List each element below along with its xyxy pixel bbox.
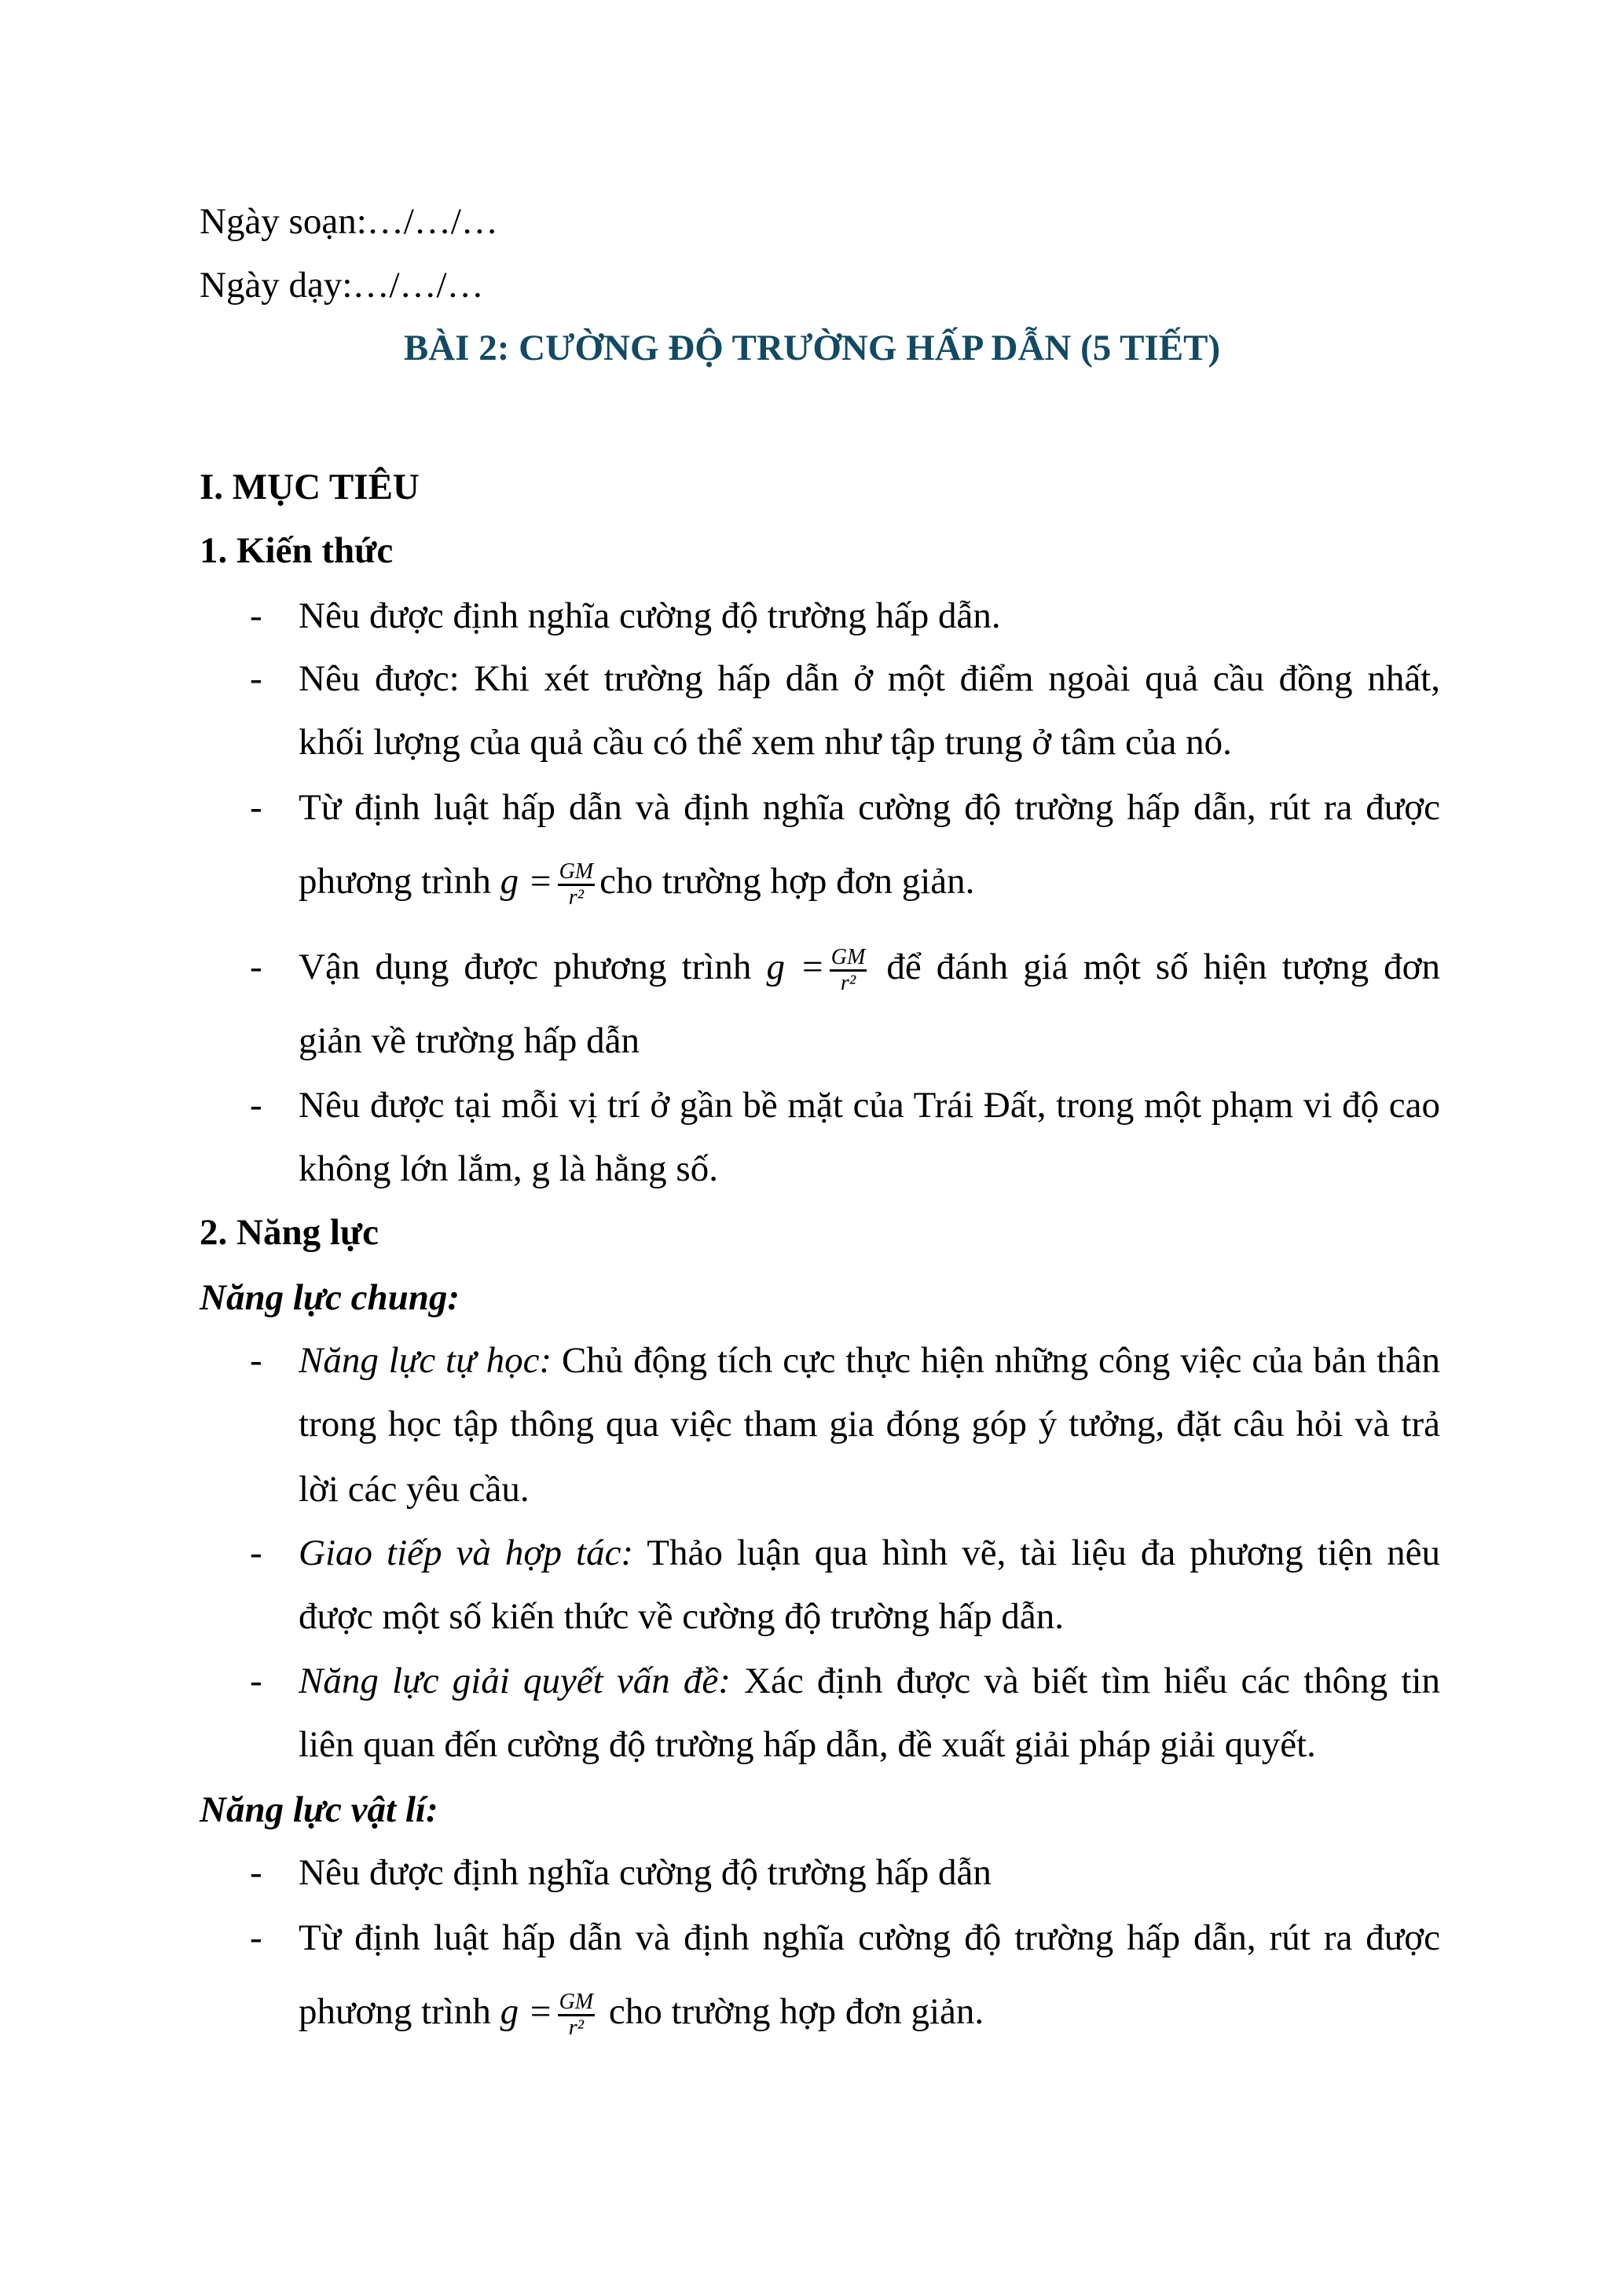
section-heading-objectives: I. MỤC TIÊU [200,467,420,507]
subheading-knowledge: 1. Kiến thức [200,530,394,571]
general-item-3-line-1 [299,1649,1440,1713]
physics-competence-heading: Năng lực vật lí: [200,1789,438,1830]
knowledge-item-3-line-1: Từ định luật hấp dẫn và định nghĩa cường độ trường hấp dẫn, rút ra được [299,787,1440,828]
bullet-dash: - [250,1340,262,1381]
bullet-dash: - [250,787,262,828]
bullet-dash: - [250,1917,262,1958]
general-item-3-line-2: liên quan đến cường độ trường hấp dẫn, đề xuất giải pháp giải quyết. [299,1724,1316,1765]
text: Xác định được và biết tìm hiểu các thông tin [730,1661,1440,1701]
text: để đánh giá một số hiện tượng đơn [886,947,1441,987]
text: phương trình [299,1991,491,2032]
formula-lhs: g = [766,947,825,987]
teach-date: Ngày dạy:…/…/… [200,265,484,306]
text: cho trường hợp đơn giản. [608,1991,984,2032]
general-item-1-line-2: trong học tập thông qua việc tham gia đóng góp ý tưởng, đặt câu hỏi và trả [299,1404,1440,1445]
bullet-dash: - [250,658,262,699]
bullet-dash: - [250,595,262,636]
lesson-title: BÀI 2: CƯỜNG ĐỘ TRƯỜNG HẤP DẪN (5 TIẾT) [403,328,1221,368]
knowledge-item-4-line-2: giản về trường hấp dẫn [299,1020,640,1061]
formula-numerator: GM [830,946,867,972]
general-item-1-line-1 [299,1328,1440,1393]
knowledge-item-5-line-1: Nêu được tại mỗi vị trí ở gần bề mặt của Trái Đất, trong một phạm vi độ cao [299,1085,1440,1126]
formula-numerator: GM [558,1990,596,2016]
knowledge-item-2-line-1: Nêu được: Khi xét trường hấp dẫn ở một điểm ngoài quả cầu đồng nhất, [299,658,1440,699]
knowledge-item-1: Nêu được định nghĩa cường độ trường hấp dẫn. [299,595,1001,636]
bullet-dash: - [250,1661,262,1701]
subheading-competence: 2. Năng lực [200,1212,379,1253]
formula-denominator: r² [568,884,584,910]
text: Thảo luận qua hình vẽ, tài liệu đa phương tiện nêu [633,1532,1440,1573]
knowledge-item-2-line-2: khối lượng của quả cầu có thể xem như tập trung ở tâm của nó. [299,722,1232,763]
formula-fraction [830,946,867,995]
physics-item-1: Nêu được định nghĩa cường độ trường hấp dẫn [299,1852,992,1893]
general-competence-heading: Năng lực chung: [200,1277,460,1318]
knowledge-item-4-line-1 [299,935,1440,999]
bullet-dash: - [250,1085,262,1126]
knowledge-item-5-line-2: không lớn lắm, g là hằng số. [299,1148,718,1189]
formula-numerator: GM [558,860,596,886]
general-item-2-line-1 [299,1521,1440,1585]
bullet-dash: - [250,1532,262,1573]
prep-date: Ngày soạn:…/…/… [200,201,498,242]
physics-item-2-line-1: Từ định luật hấp dẫn và định nghĩa cường độ trường hấp dẫn, rút ra được [299,1917,1440,1958]
formula-denominator: r² [568,2015,584,2040]
item-label: Giao tiếp và hợp tác: [299,1532,634,1573]
formula-denominator: r² [840,970,856,995]
text: phương trình [299,861,491,902]
bullet-dash: - [250,947,262,987]
formula-lhs: g = [500,861,553,902]
text: Chủ động tích cực thực hiện những công việc của bản thân [552,1340,1441,1381]
formula-lhs: g = [500,1991,553,2032]
knowledge-item-3-line-2 [299,849,1440,914]
item-label: Năng lực tự học: [299,1340,552,1381]
bullet-dash: - [250,1852,262,1893]
text: Vận dụng được phương trình [299,947,752,987]
general-item-2-line-2: được một số kiến thức về cường độ trường hấp dẫn. [299,1596,1064,1637]
text: cho trường hợp đơn giản. [599,861,975,902]
formula-fraction [558,1990,596,2040]
item-label: Năng lực giải quyết vấn đề: [299,1661,731,1701]
formula-fraction [558,860,596,910]
general-item-1-line-3: lời các yêu cầu. [299,1469,530,1510]
physics-item-2-line-2 [299,1979,1440,2044]
